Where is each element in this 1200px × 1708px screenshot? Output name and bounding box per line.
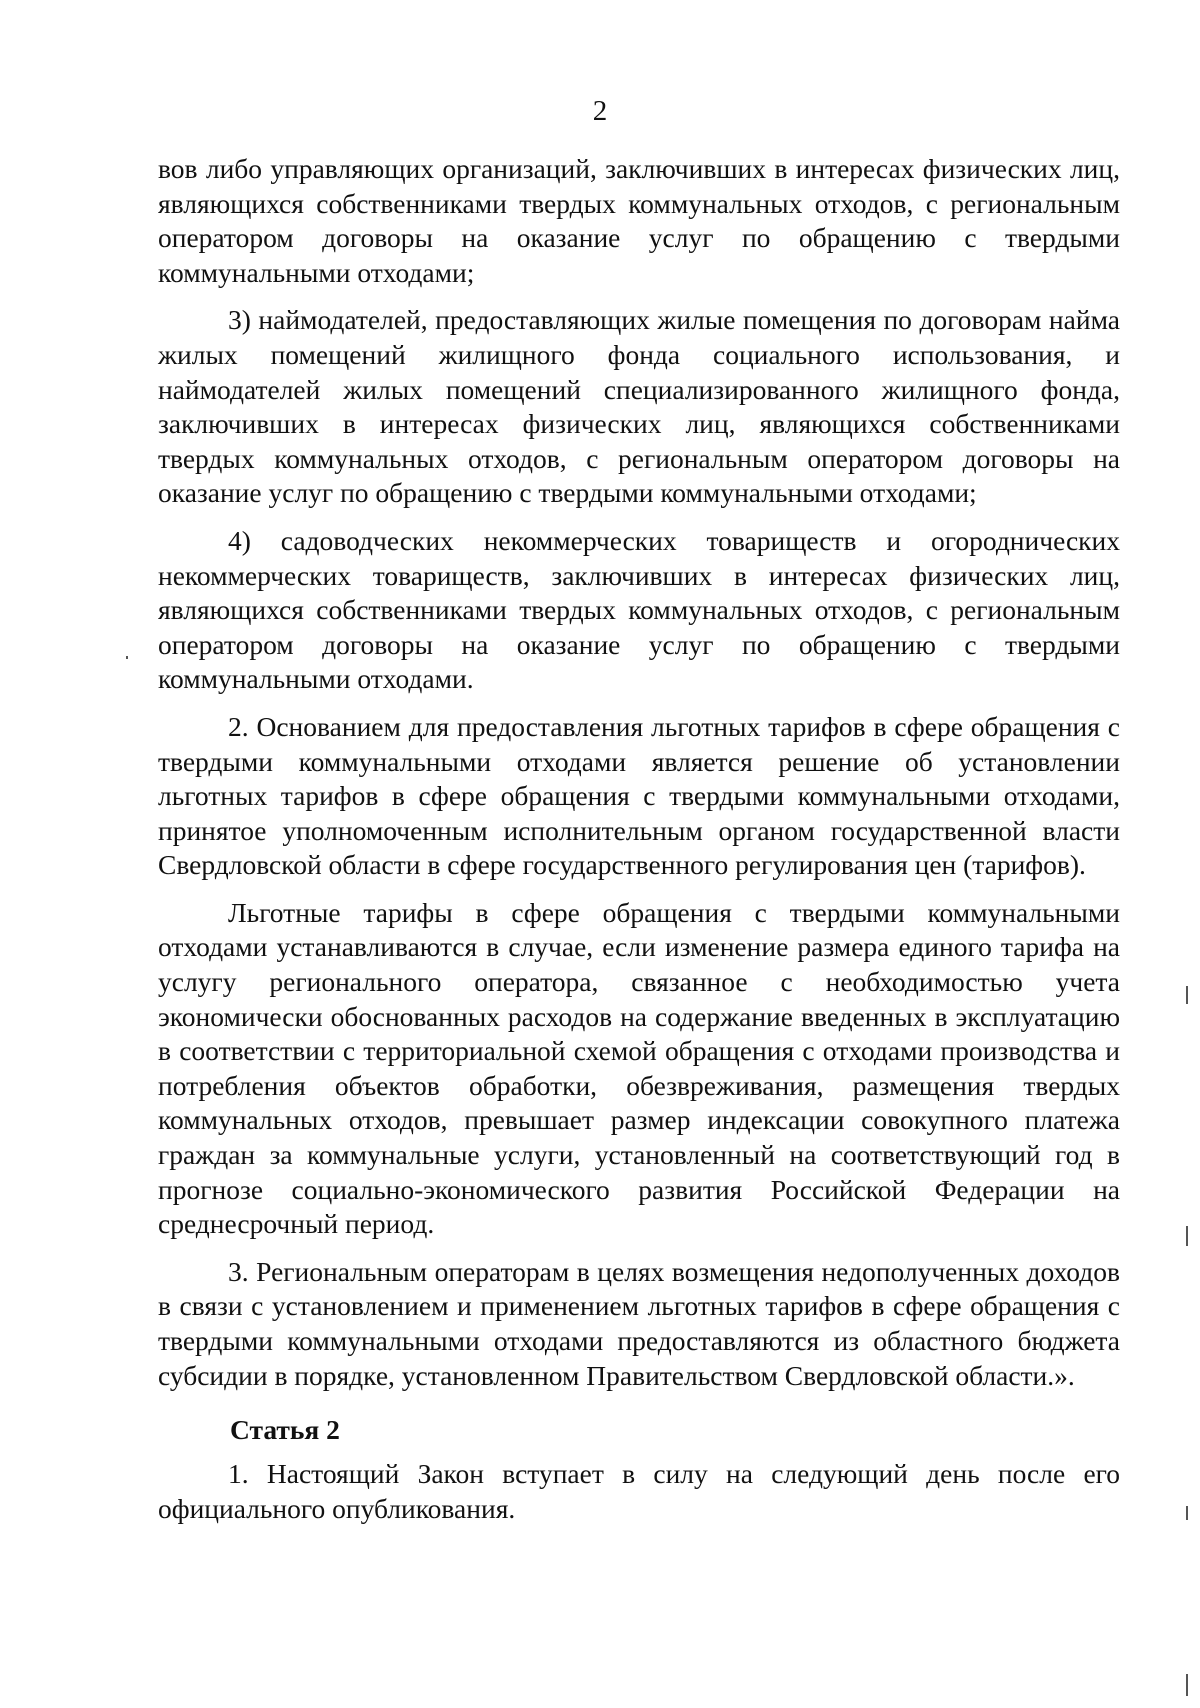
scan-mark [1186,1226,1188,1246]
paragraph-point-2: 2. Основанием для предоставления льготных тарифов в сфере обращения с твердыми коммунальными отходами является решение об установлении льготных тарифов в сфере обращения с твердыми коммунальными отходами, принятое уполномоченным исполнительным органом государственной власти Свердловской области в сфере государственного регулирования цен (тарифов). [158,710,1120,881]
scan-mark [126,656,128,659]
paragraph-item-4: 4) садоводческих некоммерческих товариществ и огороднических некоммерческих товариществ, заключивших в интересах физических лиц, являющихся собственниками твердых коммунальных отходов, с региональным оператором договоры на оказание услуг по обращению с твердыми коммунальными отходами. [158,524,1120,695]
scan-mark [1186,1674,1188,1696]
document-body [158,152,1120,1539]
scan-mark [1186,986,1188,1004]
page-number: 2 [592,95,608,127]
paragraph-article-2-point-1: 1. Настоящий Закон вступает в силу на следующий день после его официального опубликования. [158,1458,1120,1524]
paragraph-point-3: 3. Региональным операторам в целях возмещения недополученных доходов в связи с установлением и применением льготных тарифов в сфере обращения с твердыми коммунальными отходами предоставляются из областного бюджета субсидии в порядке, установленном Правительством Свердловской области.». [158,1255,1120,1391]
scan-mark [1186,1506,1188,1520]
paragraph-continuation: вов либо управляющих организаций, заключивших в интересах физических лиц, являющихся собственниками твердых коммунальных отходов, с региональным оператором договоры на оказание услуг по обращению с твердыми коммунальными отходами; [158,153,1120,288]
article-heading: Статья 2 [230,1414,340,1446]
paragraph-preferential-tariffs: Льготные тарифы в сфере обращения с твердыми коммунальными отходами устанавливаются в случае, если изменение размера единого тарифа на услугу регионального оператора, связанное с необходимостью учета экономически обоснованных расходов на содержание введенных в эксплуатацию в соответствии с территориальной схемой обращения с отходами производства и потребления объектов обработки, обезвреживания, размещения твердых коммунальных отходов, превышает размер индексации совокупного платежа граждан за коммунальные услуги, установленный на соответствующий год в прогнозе социально-экономического развития Российской Федерации на среднесрочный период. [158,896,1120,1240]
paragraph-item-3: 3) наймодателей, предоставляющих жилые помещения по договорам найма жилых помещений жилищного фонда социального использования, и наймодателей жилых помещений специализированного жилищного фонда, заключивших в интересах физических лиц, являющихся собственниками твердых коммунальных отходов, с региональным оператором договоры на оказание услуг по обращению с твердыми коммунальными отходами; [158,304,1120,509]
